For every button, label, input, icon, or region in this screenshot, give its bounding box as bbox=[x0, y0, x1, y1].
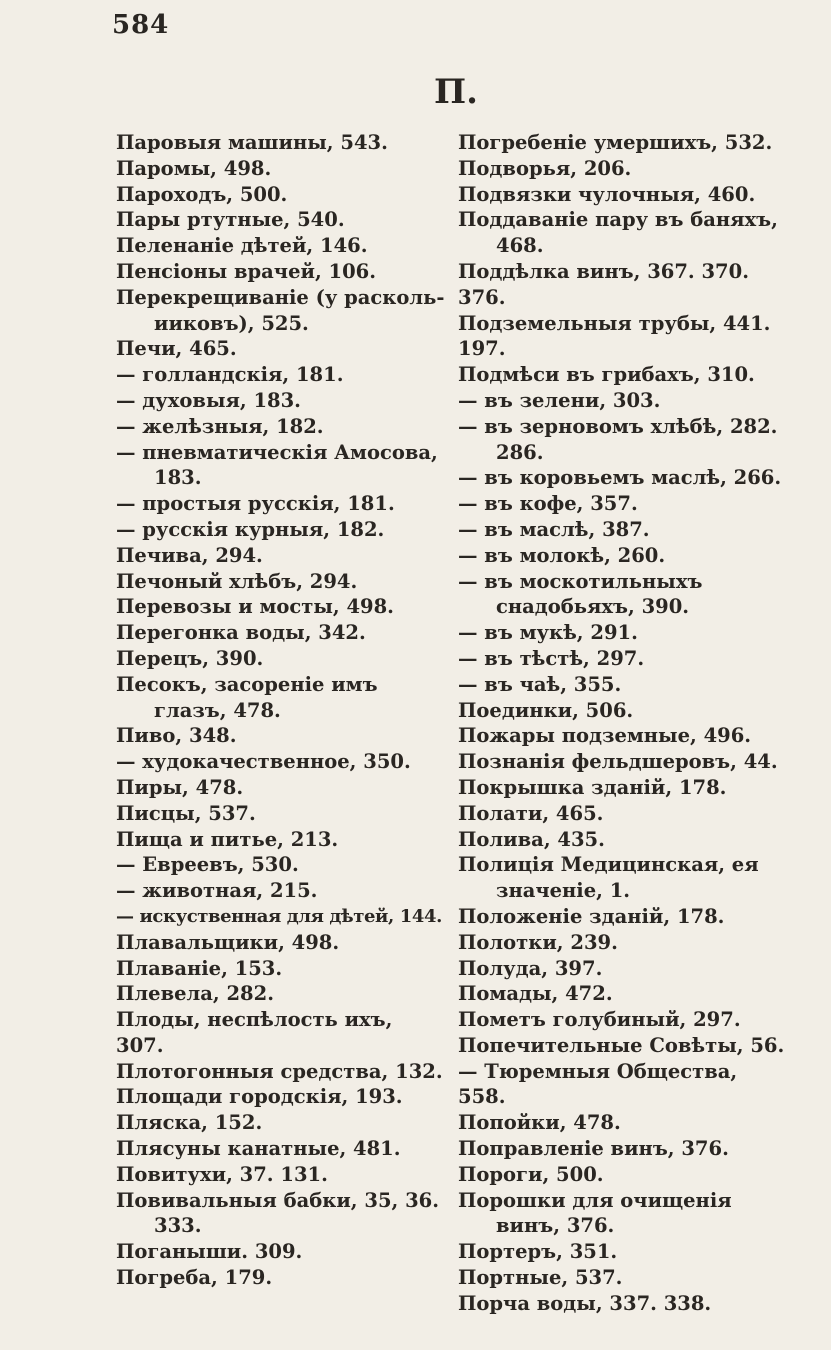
index-entry: Повитухи, 37. 131. bbox=[116, 1162, 328, 1186]
index-entry: Перецъ, 390. bbox=[116, 646, 264, 670]
index-entry: Полати, 465. bbox=[458, 801, 604, 825]
index-entry: Полиція Медицинская, ея значеніе, 1. bbox=[458, 853, 759, 903]
index-entry: Перекрещиваніе (у расколь-ииковъ), 525. bbox=[116, 285, 445, 335]
index-entry: Плевела, 282. bbox=[116, 982, 274, 1006]
index-entry: Полуда, 397. bbox=[458, 956, 603, 980]
index-entry: — простыя русскія, 181. bbox=[116, 492, 395, 516]
index-entry: Пища и питье, 213. bbox=[116, 827, 339, 851]
index-entry: Печива, 294. bbox=[116, 543, 263, 567]
index-entry: Поединки, 506. bbox=[458, 698, 634, 722]
index-entry: — въ кофе, 357. bbox=[458, 492, 638, 516]
index-entry: — голландскія, 181. bbox=[116, 363, 344, 387]
index-entry: Повивальныя бабки, 35, 36. 333. bbox=[116, 1188, 440, 1238]
index-entry: Полива, 435. bbox=[458, 827, 605, 851]
index-entry: Порошки для очищенія винъ, 376. bbox=[458, 1188, 732, 1238]
index-entry: Плоды, неспѣлость ихъ, 307. bbox=[116, 1008, 393, 1057]
index-entry: — Евреевъ, 530. bbox=[116, 853, 299, 877]
index-entry: Подземельныя трубы, 441. 197. bbox=[458, 311, 771, 361]
index-column-left bbox=[116, 130, 446, 1291]
index-entry: — въ чаѣ, 355. bbox=[458, 672, 622, 696]
index-entry: — худокачественное, 350. bbox=[116, 750, 411, 774]
index-entry: — Тюремныя Общества, 558. bbox=[458, 1059, 738, 1109]
index-entry: Пиво, 348. bbox=[116, 724, 237, 748]
index-entry: Перевозы и мосты, 498. bbox=[116, 595, 394, 619]
index-entry: Печи, 465. bbox=[116, 337, 237, 361]
index-entry: Плясуны канатные, 481. bbox=[116, 1137, 401, 1161]
index-entry: — въ мукѣ, 291. bbox=[458, 621, 638, 645]
index-entry: Паромы, 498. bbox=[116, 156, 272, 180]
index-entry: — въ тѣстѣ, 297. bbox=[458, 646, 645, 670]
index-entry: — духовыя, 183. bbox=[116, 388, 301, 412]
index-entry: Пометъ голубиный, 297. bbox=[458, 1008, 741, 1032]
index-entry: Поддаваніе пару въ баняхъ, 468. bbox=[458, 208, 778, 258]
index-entry: — въ москотильныхъ снадобьяхъ, 390. bbox=[458, 569, 703, 619]
index-entry: — въ коровьемъ маслѣ, 266. bbox=[458, 466, 782, 490]
index-entry: Портеръ, 351. bbox=[458, 1240, 618, 1264]
index-entry: — въ маслѣ, 387. bbox=[458, 517, 650, 541]
index-entry: Пожары подземные, 496. bbox=[458, 724, 752, 748]
index-entry: — въ зерновомъ хлѣбѣ, 282. 286. bbox=[458, 414, 778, 464]
index-entry: — пневматическія Амосова, 183. bbox=[116, 440, 438, 490]
index-entry: Пороги, 500. bbox=[458, 1162, 604, 1186]
index-entry: Погребеніе умершихъ, 532. bbox=[458, 131, 773, 154]
index-entry: — искуственная для дѣтей, 144. bbox=[116, 905, 442, 927]
index-entry: Печоный хлѣбъ, 294. bbox=[116, 569, 358, 593]
index-entry: Поправленіе винъ, 376. bbox=[458, 1137, 729, 1161]
index-entry: Подвязки чулочныя, 460. bbox=[458, 182, 756, 206]
index-entry: Порча воды, 337. 338. bbox=[458, 1291, 712, 1315]
index-entry: Помады, 472. bbox=[458, 982, 613, 1006]
index-entry: Поддѣлка винъ, 367. 370. 376. bbox=[458, 259, 749, 309]
index-entry: Попойки, 478. bbox=[458, 1111, 621, 1135]
section-letter: П. bbox=[434, 72, 478, 112]
index-entry: — въ молокѣ, 260. bbox=[458, 543, 666, 567]
index-entry: Покрышка зданій, 178. bbox=[458, 775, 727, 799]
index-entry: Портные, 537. bbox=[458, 1266, 623, 1290]
index-entry: Пароходъ, 500. bbox=[116, 182, 288, 206]
index-entry: Площади городскія, 193. bbox=[116, 1085, 403, 1109]
index-entry: — въ зелени, 303. bbox=[458, 388, 661, 412]
index-entry: Пиры, 478. bbox=[116, 775, 244, 799]
index-column-right bbox=[458, 130, 788, 1317]
index-entry: — желѣзныя, 182. bbox=[116, 414, 324, 438]
index-entry: Пляска, 152. bbox=[116, 1111, 263, 1135]
index-entry: Подмѣси въ грибахъ, 310. bbox=[458, 363, 755, 387]
index-entry: Плотогонныя средства, 132. bbox=[116, 1059, 443, 1083]
index-entry: Положеніе зданій, 178. bbox=[458, 904, 725, 928]
index-entry: — животная, 215. bbox=[116, 879, 318, 903]
index-entry: Погреба, 179. bbox=[116, 1266, 273, 1290]
index-entry: Пеленаніе дѣтей, 146. bbox=[116, 234, 368, 258]
index-entry: Писцы, 537. bbox=[116, 801, 256, 825]
index-entry: Подворья, 206. bbox=[458, 156, 632, 180]
index-entry: Полотки, 239. bbox=[458, 930, 618, 954]
index-entry: Пары ртутные, 540. bbox=[116, 208, 345, 232]
index-entry: Перегонка воды, 342. bbox=[116, 621, 366, 645]
index-entry: Паровыя машины, 543. bbox=[116, 131, 388, 154]
index-entry: Пенсіоны врачей, 106. bbox=[116, 259, 377, 283]
page-number: 584 bbox=[112, 10, 170, 40]
index-entry: — русскія курныя, 182. bbox=[116, 517, 385, 541]
index-entry: Плавальщики, 498. bbox=[116, 930, 340, 954]
index-entry: Попечительные Совѣты, 56. bbox=[458, 1033, 785, 1057]
index-entry: Поганыши. 309. bbox=[116, 1240, 303, 1264]
index-entry: Плаваніе, 153. bbox=[116, 956, 283, 980]
index-entry: Познанія фельдшеровъ, 44. bbox=[458, 750, 778, 774]
index-entry: Песокъ, засореніе имъ глазъ, 478. bbox=[116, 672, 378, 722]
